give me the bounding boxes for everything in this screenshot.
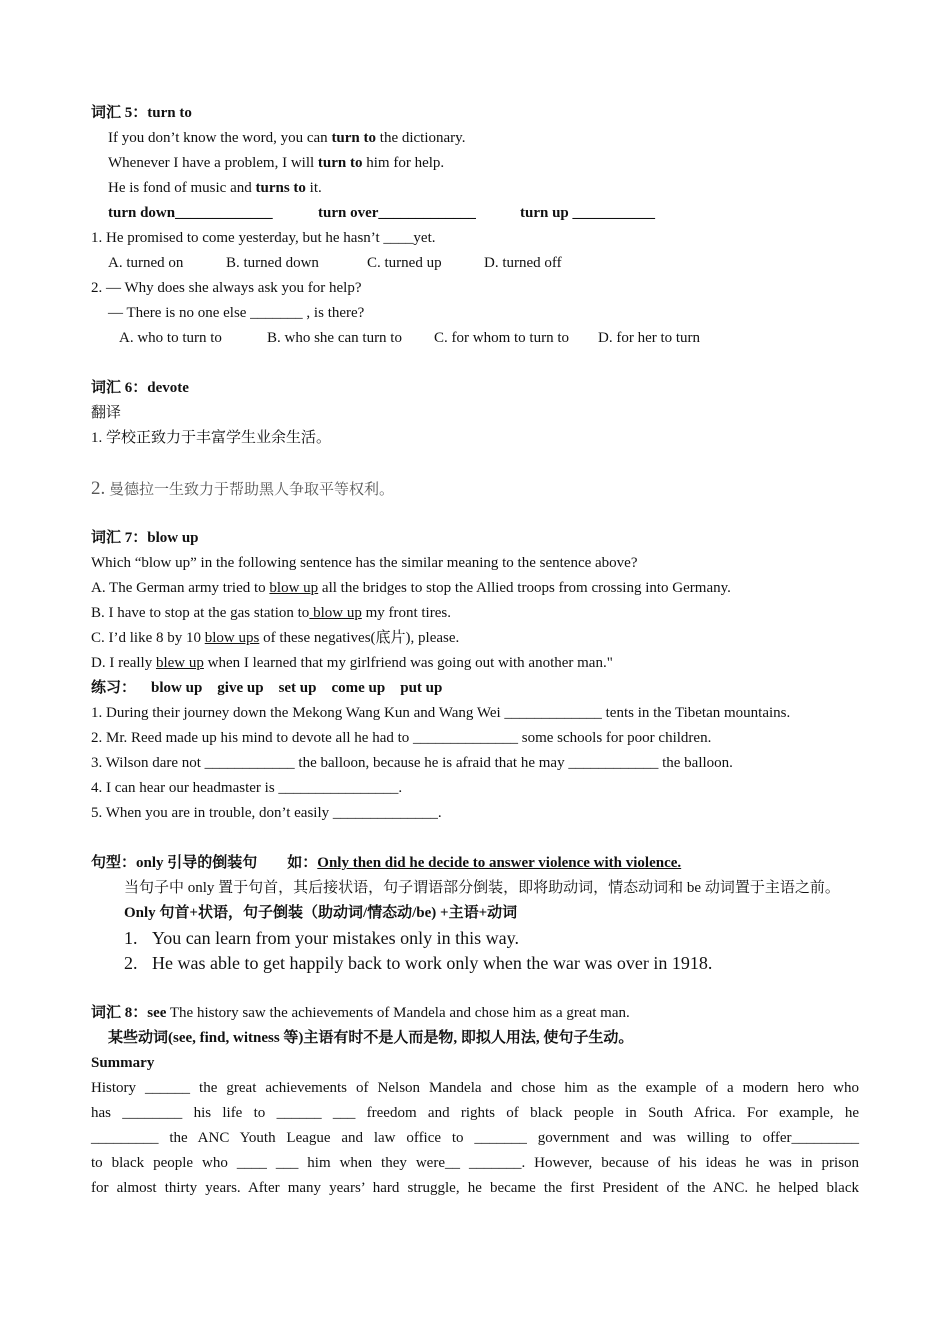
summary-line-2: has ________ his life to ______ ___ freedom and rights of black people in South Africa. For example, he — [91, 1105, 859, 1121]
vocab5-question-1-options — [91, 251, 859, 276]
exercise-2: 2. Mr. Reed made up his mind to devote all he had to ______________ some schools for poor children. — [91, 730, 712, 746]
phrase-turn-over: turn over_____________ — [318, 205, 476, 221]
vocab7-option-b: B. I have to stop at the gas station to blow up my front tires. — [91, 605, 451, 621]
vocab7-question: Which “blow up” in the following sentence has the similar meaning to the sentence above? — [91, 555, 638, 571]
vocab7-option-a: A. The German army tried to blow up all the bridges to stop the Allied troops from crossing into Germany. — [91, 580, 731, 596]
exercise-3: 3. Wilson dare not ____________ the balloon, because he is afraid that he may ____________ the balloon. — [91, 755, 733, 771]
vocab6-title: 词汇 6：devote — [91, 380, 189, 396]
option-b: B. who she can turn to — [267, 330, 402, 346]
pattern-title: 句型：only 引导的倒装句 如：Only then did he decide to answer violence with violence. — [91, 855, 682, 871]
option-c: C. for whom to turn to — [434, 330, 569, 346]
pattern-rule: Only 句首+状语，句子倒装（助动词/情态动/be) +主语+动词 — [124, 905, 518, 921]
summary-title: Summary — [91, 1055, 155, 1071]
option-c: C. turned up — [367, 255, 442, 271]
option-a: A. turned on — [108, 255, 184, 271]
option-d: D. turned off — [484, 255, 562, 271]
exercise-1: 1. During their journey down the Mekong Wang Kun and Wang Wei _____________ tents in the Tibetan mountains. — [91, 705, 791, 721]
vocab8-title: 词汇 8：see The history saw the achievements of Mandela and chose him as a great man. — [91, 1005, 630, 1021]
vocab5-question-2-options — [91, 326, 859, 351]
exercise-5: 5. When you are in trouble, don’t easily ______________. — [91, 805, 442, 821]
vocab6-subtitle: 翻译 — [91, 405, 122, 421]
vocab7-option-c: C. I’d like 8 by 10 blow ups of these negatives(底片), please. — [91, 630, 460, 646]
phrase-turn-down: turn down_____________ — [108, 205, 273, 221]
vocab6-translation-2: 2. 曼德拉一生致力于帮助黑人争取平等权利。 — [91, 478, 395, 499]
vocab5-example-3: He is fond of music and turns to it. — [108, 180, 322, 196]
summary-line-4: to black people who ____ ___ him when they were__ _______. However, because of his ideas he was in prison — [91, 1155, 859, 1171]
practice-header: 练习： blow up give up set up come up put up — [91, 680, 443, 696]
vocab5-question-1: 1. He promised to come yesterday, but he hasn’t ____yet. — [91, 230, 436, 246]
pattern-example: Only then did he decide to answer violence with violence. — [317, 855, 682, 871]
vocab5-question-2-line2: — There is no one else _______ , is there? — [108, 305, 365, 321]
option-d: D. for her to turn — [598, 330, 701, 346]
vocab5-example-1: If you don’t know the word, you can turn to the dictionary. — [108, 130, 466, 146]
vocab5-title: 词汇 5：turn to — [91, 105, 192, 121]
option-a: A. who to turn to — [119, 330, 222, 346]
summary-line-5: for almost thirty years. After many years’ hard struggle, he became the first President of the ANC. he helped black — [91, 1180, 859, 1196]
vocab5-example-2: Whenever I have a problem, I will turn to him for help. — [108, 155, 445, 171]
exercise-4: 4. I can hear our headmaster is ________________. — [91, 780, 403, 796]
option-b: B. turned down — [226, 255, 319, 271]
vocab7-title: 词汇 7：blow up — [91, 530, 199, 546]
worksheet-page — [91, 101, 859, 1201]
vocab5-phrases — [91, 201, 859, 226]
pattern-explanation: 当句子中 only 置于句首，其后接状语，句子谓语部分倒装，即将助动词，情态动词和 be 动词置于主语之前。 — [124, 880, 840, 896]
pattern-item-2: 2. He was able to get happily back to work only when the war was over in 1918. — [124, 953, 713, 973]
phrase-turn-up: turn up ___________ — [520, 205, 656, 221]
vocab7-option-d: D. I really blew up when I learned that my girlfriend was going out with another man." — [91, 655, 613, 671]
vocab8-note: 某些动词(see, find, witness 等)主语有时不是人而是物, 即拟人用法, 使句子生动。 — [108, 1030, 634, 1046]
vocab5-question-2: 2. — Why does she always ask you for help? — [91, 280, 362, 296]
summary-line-1: History ______ the great achievements of Nelson Mandela and chose him as the example of a modern hero who — [91, 1080, 859, 1096]
summary-line-3: _________ the ANC Youth League and law office to _______ government and was willing to offer_________ — [91, 1130, 859, 1146]
pattern-item-1: 1. You can learn from your mistakes only in this way. — [124, 928, 519, 948]
vocab6-translation-1: 1. 学校正致力于丰富学生业余生活。 — [91, 430, 332, 446]
